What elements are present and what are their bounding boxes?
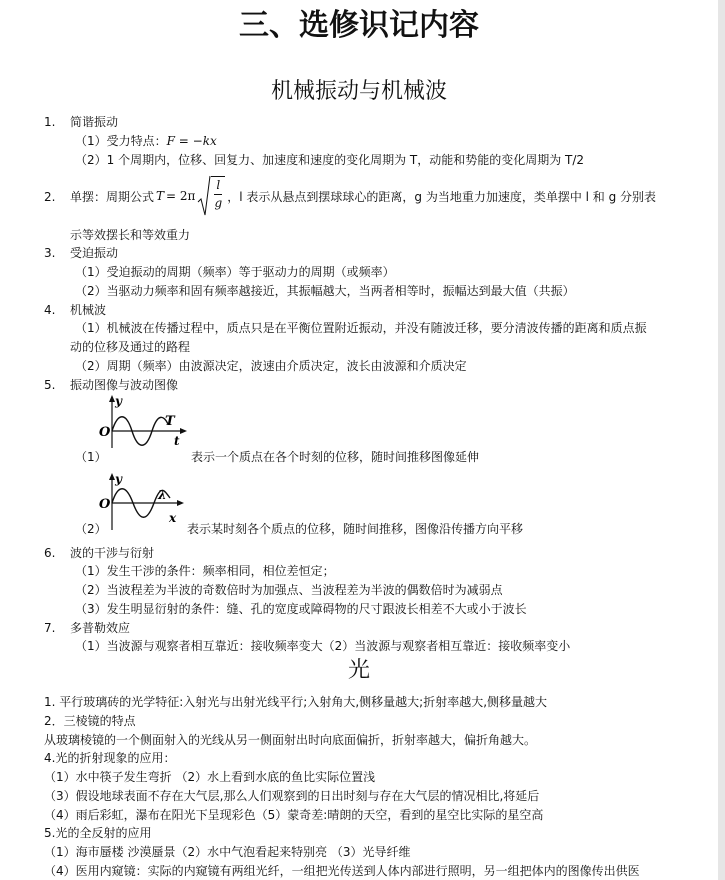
light-line: （3）假设地球表面不存在大气层,那么人们观察到的日出时刻与存在大气层的情况相比,将延后 (44, 789, 540, 803)
light-line: （4）雨后彩虹，瀑布在阳光下呈现彩色（5）蒙奇差:晴朗的天空，看到的星空比实际的星空高 (44, 808, 544, 822)
item-title: 波的干涉与衍射 (70, 546, 155, 560)
wavelength-label: λ (158, 488, 167, 502)
item-title: 简谐振动 (70, 115, 119, 129)
sub-line: （1）发生干涉的条件：频率相同，相位差恒定； (75, 564, 335, 578)
item-number: 6. (44, 546, 56, 560)
section-heading-light: 光 (347, 658, 370, 683)
light-line: （4）医用内窥镜：实际的内窥镜有两组光纤，一组把光传送到人体内部进行照明，另一组把体内的图像传出供医 (44, 864, 640, 878)
figure-desc: 表示某时刻各个质点的位移，随时间推移，图像沿传播方向平移 (187, 522, 524, 536)
period-label: T (165, 414, 175, 429)
item-number: 3. (44, 246, 56, 260)
item-number: 1. (44, 115, 56, 129)
x-axis-label: x (169, 511, 177, 525)
sub-line: （3）发生明显衍射的条件：缝、孔的宽度或障碍物的尺寸跟波长相差不大或小于波长 (75, 602, 527, 616)
text: （1）受力特点： (75, 134, 167, 148)
text: ，l 表示从悬点到摆球球心的距离，g 为当地重力加速度，类单摆中 l 和 g 分别表 (227, 189, 657, 204)
formula-kx: kx (202, 134, 217, 148)
item-title: 机械波 (70, 303, 107, 317)
continuation-line: 示等效摆长和等效重力 (70, 228, 191, 242)
wave-graph (96, 472, 188, 532)
formula-f: F (166, 134, 175, 148)
sqrt-sign-icon (197, 174, 211, 218)
item-number: 2. (44, 190, 56, 204)
light-line: （1）水中筷子发生弯折 （2）水上看到水底的鱼比实际位置浅 (44, 770, 376, 784)
sub-line: （1）当波源与观察者相互靠近：接收频率变大（2）当波源与观察者相互靠近：接收频率变小 (75, 639, 571, 653)
text: 单摆：周期公式 (70, 189, 155, 204)
vibration-graph (96, 394, 188, 450)
item-number: 4. (44, 303, 56, 317)
pendulum-line (70, 172, 656, 220)
numerator: l (214, 177, 222, 195)
section-heading-mechanical: 机械振动与机械波 (270, 79, 447, 104)
formula-t: T (156, 189, 165, 203)
y-label: y (115, 394, 122, 408)
light-line: 1. 平行玻璃砖的光学特征:入射光与出射光线平行;入射角大,侧移量越大;折射率越大,侧移量越大 (44, 695, 548, 709)
origin-label: O (99, 425, 111, 440)
force-line (75, 133, 217, 149)
item-title: 受迫振动 (70, 246, 119, 260)
item-number: 5. (44, 378, 56, 392)
figure-desc: 表示一个质点在各个时刻的位移，随时间推移图像延伸 (191, 450, 480, 464)
item-number: 7. (44, 621, 56, 635)
sub-line: （1）受迫振动的周期（频率）等于驱动力的周期（或频率） (75, 265, 395, 279)
light-line: （1）海市蜃楼 沙漠蜃景（2）水中气泡看起来特别亮 （3）光导纤维 (44, 845, 411, 859)
sub-line: （2）1 个周期内，位移、回复力、加速度和速度的变化周期为 T，动能和势能的变化周期为 T/2 (75, 153, 585, 167)
t-axis-label: t (174, 434, 180, 448)
sub-line: （2）周期（频率）由波源决定，波速由介质决定，波长由波源和介质决定 (75, 359, 467, 373)
sub-line: 动的位移及通过的路程 (70, 340, 191, 354)
sub-line: （1）机械波在传播过程中，质点只是在平衡位置附近振动，并没有随波迁移，要分清波传播的距离和质点振 (75, 321, 647, 335)
origin-label: O (99, 497, 111, 512)
light-line: 从玻璃棱镜的一个侧面射入的光线从另一侧面射出时向底面偏折，折射率越大，偏折角越大。 (44, 733, 537, 747)
light-line: 5.光的全反射的应用 (44, 826, 152, 840)
item-title: 振动图像与波动图像 (70, 378, 179, 392)
denominator: g (214, 196, 223, 210)
item-title: 多普勒效应 (70, 621, 131, 635)
figure-label: （2） (75, 522, 107, 536)
light-line: 4.光的折射现象的应用： (44, 751, 176, 765)
y-label: y (115, 472, 122, 486)
figure-label: （1） (75, 450, 107, 464)
page-title: 三、选修识记内容 (239, 8, 479, 43)
page-edge (718, 0, 725, 880)
light-line: 2．三棱镜的特点 (44, 714, 136, 728)
sub-line: （2）当驱动力频率和固有频率越接近，其振幅越大，当两者相等时，振幅达到最大值（共振） (75, 284, 575, 298)
sub-line: （2）当波程差为半波的奇数倍时为加强点、当波程差为半波的偶数倍时为减弱点 (75, 583, 503, 597)
formula-eq: = − (178, 134, 203, 148)
formula-eq: = 2π (166, 189, 196, 203)
fraction (211, 176, 225, 212)
